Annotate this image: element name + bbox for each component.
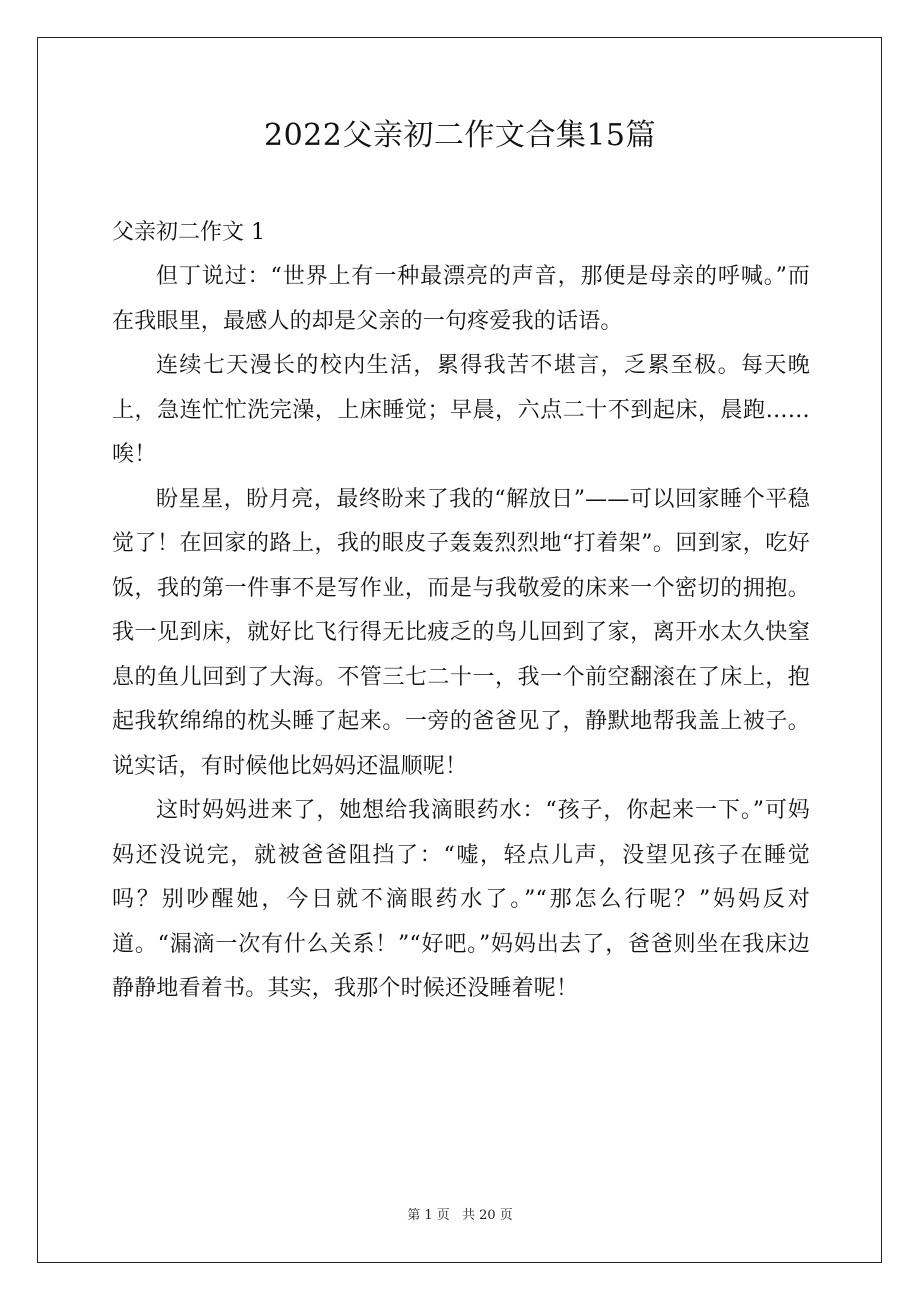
page-footer [0, 1206, 920, 1226]
paragraph-4: 这时妈妈进来了，她想给我滴眼药水：“孩子，你起来一下。”可妈妈还没说完，就被爸爸阻挡了：“嘘，轻点儿声，没望见孩子在睡觉吗？别吵醒她，今日就不滴眼药水了。”“那怎么行呢？”妈妈反对道。“漏滴一次有什么关系！”“好吧。”妈妈出去了，爸爸则坐在我床边静静地看着书。其实，我那个时候还没睡着呢！ [112, 798, 810, 1001]
section-heading: 父亲初二作文 1 [112, 220, 265, 245]
page-number: 第 1 页 [407, 1208, 450, 1223]
document-title: 2022父亲初二作文合集15篇 [263, 118, 657, 153]
paragraph-3: 盼星星，盼月亮，最终盼来了我的“解放日”——可以回家睡个平稳觉了！在回家的路上，我的眼皮子轰轰烈烈地“打着架”。回到家，吃好饭，我的第一件事不是写作业，而是与我敬爱的床来一个密切的拥抱。我一见到床，就好比飞行得无比疲乏的鸟儿回到了家，离开水太久快窒息的鱼儿回到了大海。不管三七二十一，我一个前空翻滚在了床上，抱起我软绵绵的枕头睡了起来。一旁的爸爸见了，静默地帮我盖上被子。说实话，有时候他比妈妈还温顺呢！ [112, 486, 810, 779]
document-body [112, 211, 810, 1012]
paragraph-2: 连续七天漫长的校内生活，累得我苦不堪言，乏累至极。每天晚上，急连忙忙洗完澡，上床睡觉；早晨，六点二十不到起床，晨跑……唉！ [112, 353, 810, 467]
page-total: 共 20 页 [461, 1208, 513, 1223]
paragraph-1: 但丁说过：“世界上有一种最漂亮的声音，那便是母亲的呼喊。”而在我眼里，最感人的却是父亲的一句疼爱我的话语。 [112, 264, 810, 334]
